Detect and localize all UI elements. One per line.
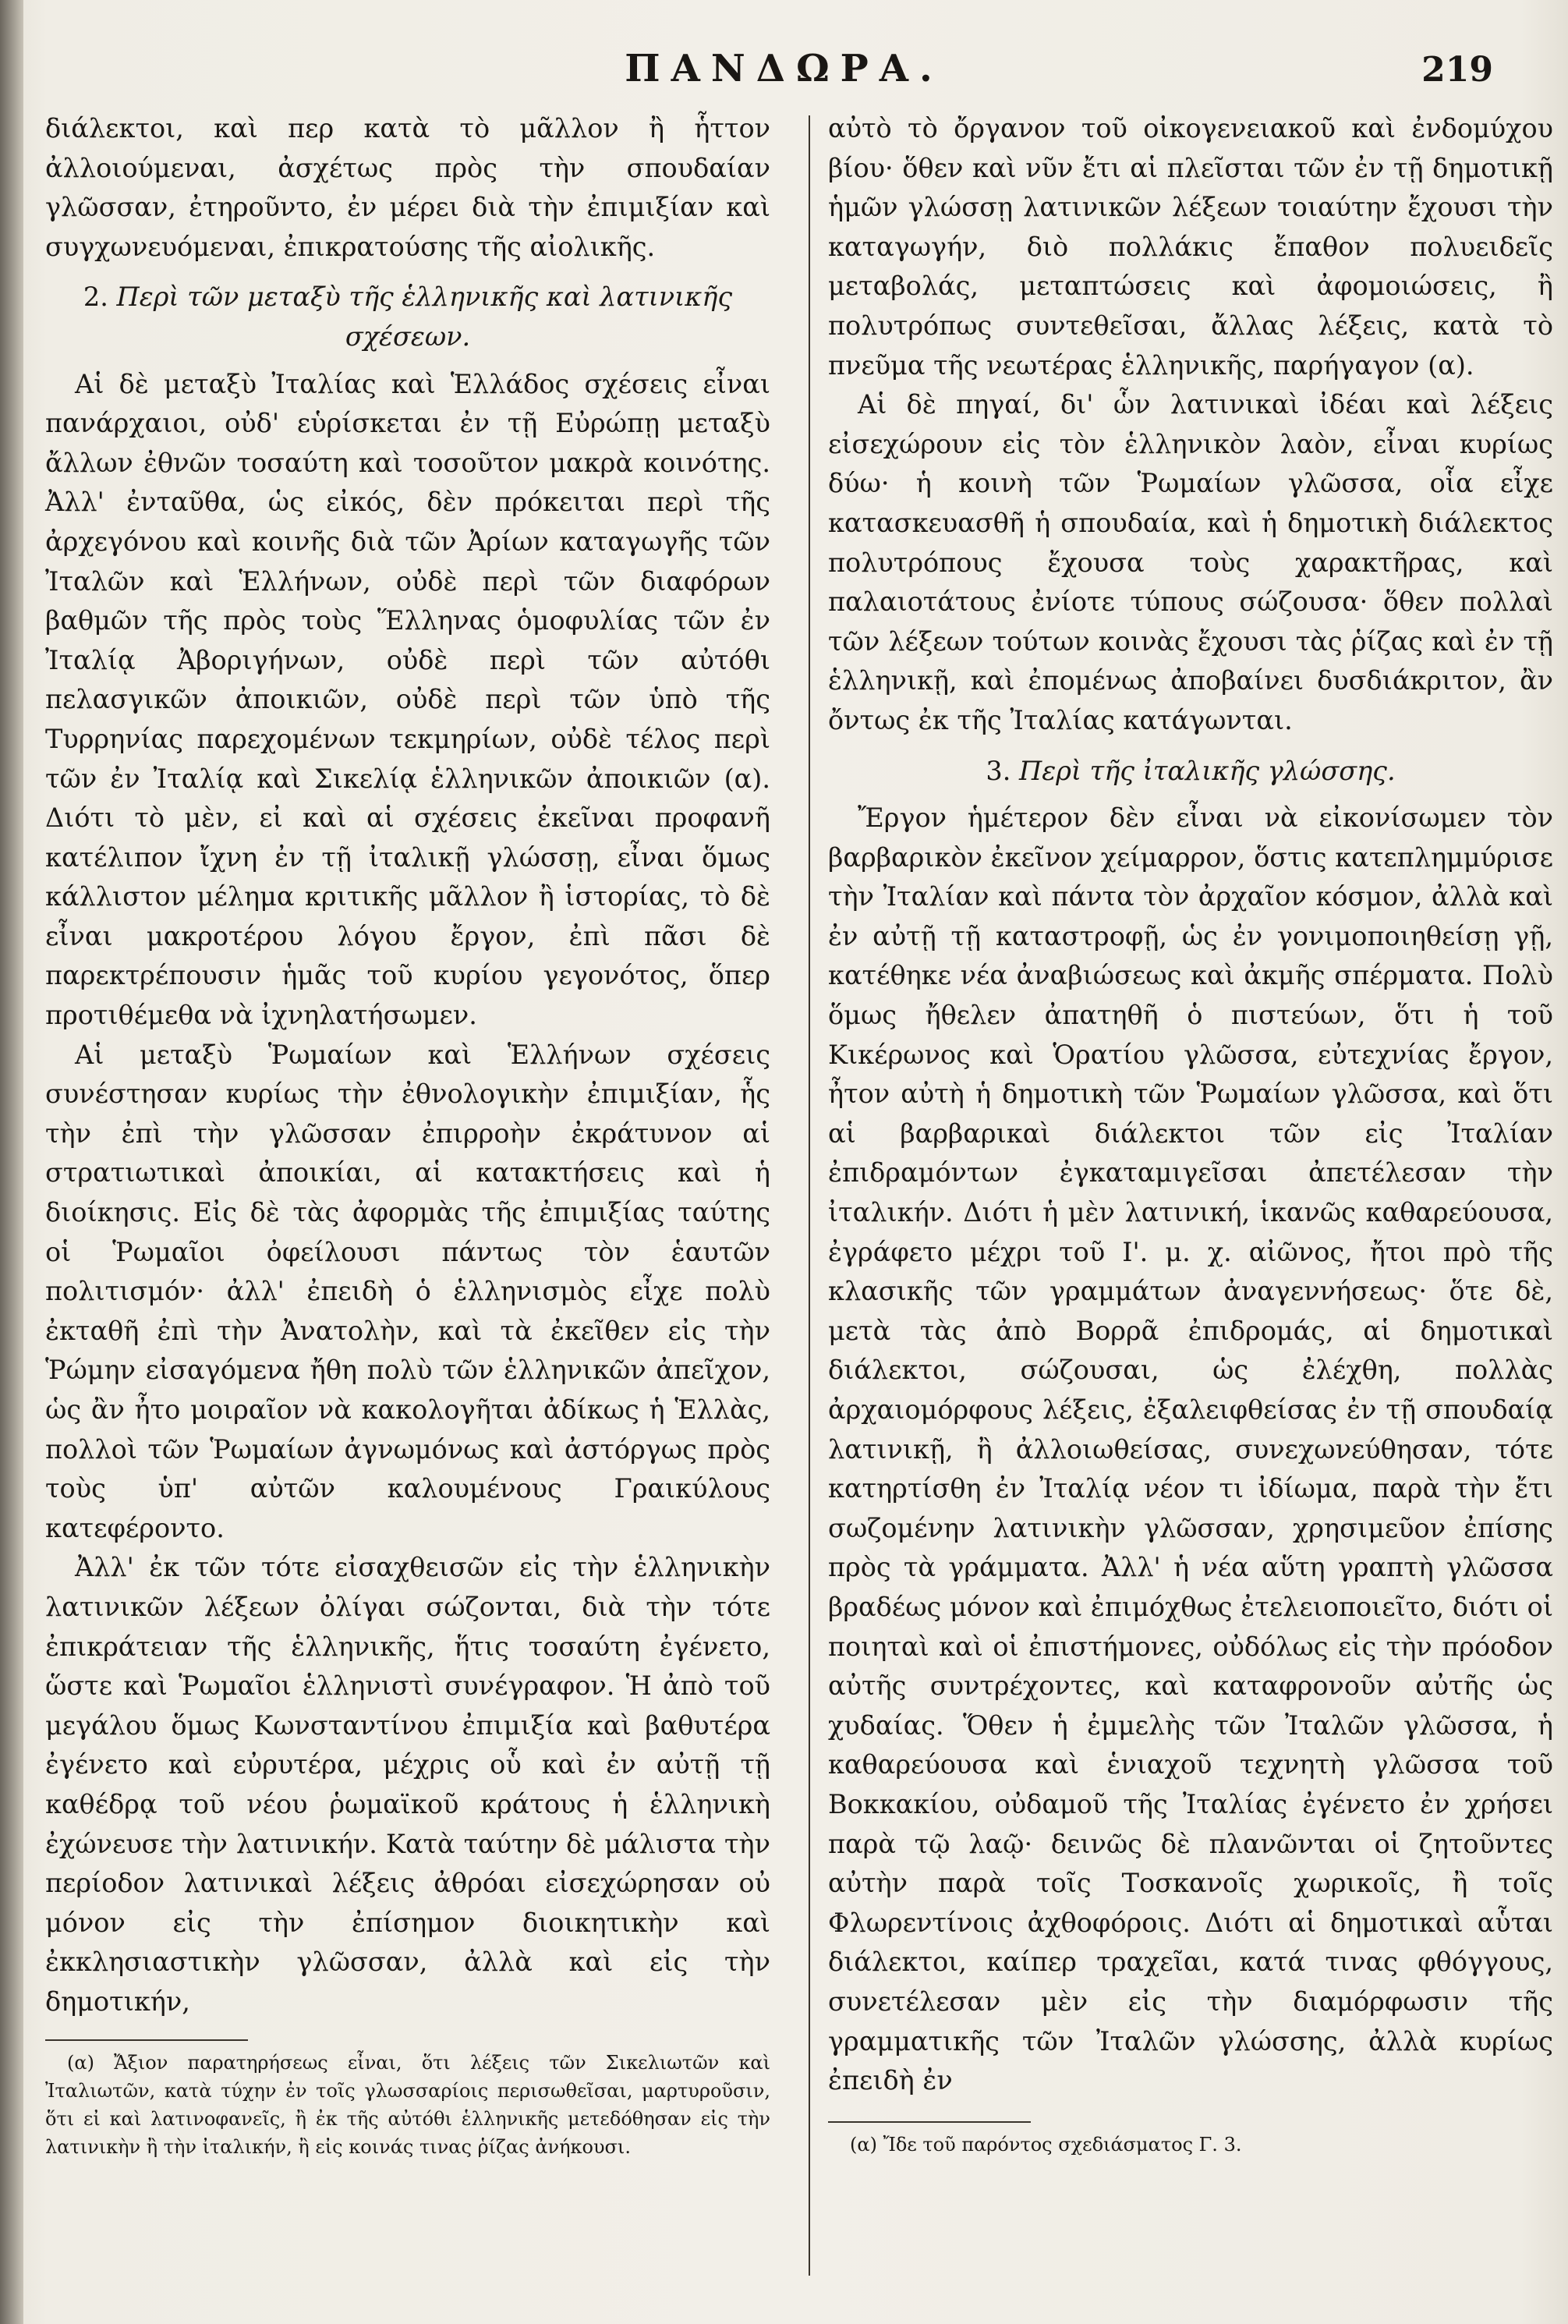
paragraph: Αἱ δὲ πηγαί, δι' ὧν λατινικαὶ ἰδέαι καὶ λέξεις εἰσεχώρουν εἰς τὸν ἑλληνικὸν λαὸν, εἶναι κυρίως δύω· ἡ κοινὴ τῶν Ῥωμαίων γλῶσσα, οἷα εἶχε κατασκευασθῆ ἡ σπουδαία, καὶ ἡ δημοτικὴ διάλεκτος πολυτρόπους ἔχουσα τοὺς χαρακτῆρας, καὶ παλαιοτάτους ἐνίοτε τύπους σώζουσα· ὅθεν πολλαὶ τῶν λέξεων τούτων κοινὰς ἔχουσι τὰς ῥίζας καὶ ἐν τῇ ἑλληνικῇ, καὶ ἐπομένως ἀποβαίνει δυσδιάκριτον, ἂν ὄντως ἐκ τῆς Ἰταλίας κατάγωνται. (828, 389, 1553, 735)
paragraph: διάλεκτοι, καὶ περ κατὰ τὸ μᾶλλον ἢ ἧττον ἀλλοιούμεναι, ἀσχέτως πρὸς τὴν σπουδαίαν γλῶσσαν, ἐτηροῦντο, ἐν μέρει διὰ τὴν ἐπιμιξίαν καὶ συγχωνευόμεναι, ἐπικρατούσης τῆς αἰολικῆς. (45, 113, 770, 262)
column-divider (809, 115, 810, 2276)
footnote-rule (828, 2121, 1031, 2123)
paragraph: αὐτὸ τὸ ὄργανον τοῦ οἰκογενειακοῦ καὶ ἐνδομύχου βίου· ὅθεν καὶ νῦν ἔτι αἱ πλεῖσται τῶν ἐν τῇ δημοτικῇ ἡμῶν γλώσσῃ λατινικῶν λέξεων τοιαύτην ἔχουσι τὴν καταγωγήν, διὸ πολλάκις ἔπαθον πολυειδεῖς μεταβολάς, μεταπτώσεις καὶ ἀφομοιώσεις, ἢ πολυτρόπως συντεθεῖσαι, ἄλλας λέξεις, κατὰ τὸ πνεῦμα τῆς νεωτέρας ἑλληνικῆς, παρήγαγον (α). (828, 113, 1553, 381)
paragraph: Ἔργον ἡμέτερον δὲν εἶναι νὰ εἰκονίσωμεν τὸν βαρβαρικὸν ἐκεῖνον χείμαρρον, ὅστις κατεπλημμύρισε τὴν Ἰταλίαν καὶ πάντα τὸν ἀρχαῖον κόσμον, ἀλλὰ καὶ ἐν αὐτῇ τῇ καταστροφῇ, ὡς ἐν γονιμοποιηθείσῃ γῇ, κατέθηκε νέα ἀναβιώσεως καὶ ἀκμῆς σπέρματα. Πολὺ ὅμως ἤθελεν ἀπατηθῆ ὁ πιστεύων, ὅτι ἡ τοῦ Κικέρωνος καὶ Ὁρατίου γλῶσσα, εὐτεχνίας ἔργον, ἦτον αὐτὴ ἡ δημοτικὴ τῶν Ῥωμαίων γλῶσσα, καὶ ὅτι αἱ βαρβαρικαὶ διάλεκτοι τῶν εἰς Ἰταλίαν ἐπιδραμόντων ἐγκαταμιγεῖσαι ἀπετέλεσαν τὴν ἰταλικήν. Διότι ἡ μὲν λατινική, ἱκανῶς καθαρεύουσα, ἐγράφετο μέχρι τοῦ Ι'. μ. χ. αἰῶνος, ἤτοι πρὸ τῆς κλασικῆς τῶν γραμμάτων ἀναγεννήσεως· ὅτε δὲ, μετὰ τὰς ἀπὸ Βορρᾶ ἐπιδρομάς, αἱ δημοτικαὶ διάλεκτοι, σώζουσαι, ὡς ἐλέχθη, πολλὰς ἀρχαιομόρφους λέξεις, ἐξαλειφθείσας ἐν τῇ σπουδαίᾳ λατινικῇ, ἢ ἀλλοιωθείσας, συνεχωνεύθησαν, τότε κατηρτίσθη ἐν Ἰταλίᾳ νέον τι ἰδίωμα, παρὰ τὴν ἔτι σωζομένην λατινικὴν γλῶσσαν, χρησιμεῦον ἐπίσης πρὸς τὰ γράμματα. Ἀλλ' ἡ νέα αὕτη γραπτὴ γλῶσσα βραδέως μόνον καὶ ἐπιμόχθως ἐτελειοποιεῖτο, διότι οἱ ποιηταὶ καὶ οἱ ἐπιστήμονες, οὐδόλως εἰς τὴν πρόοδον αὐτῆς συντρέχοντες, καὶ καταφρονοῦν αὐτῆς ὡς χυδαίας. Ὅθεν ἡ ἐμμελὴς τῶν Ἰταλῶν γλῶσσα, ἡ καθαρεύουσα καὶ ἑνιαχοῦ τεχνητὴ γλῶσσα τοῦ Βοκκακίου, οὐδαμοῦ τῆς Ἰταλίας ἐγένετο ἐν χρήσει παρὰ τῷ λαῷ· δεινῶς δὲ πλανῶνται οἱ ζητοῦντες αὐτὴν παρὰ τοῖς Τοσκανοῖς χωρικοῖς, ἢ τοῖς Φλωρεντίνοις ἀχθοφόροις. Διότι αἱ δημοτικαὶ αὗται διάλεκτοι, καίπερ τραχεῖαι, κατά τινας φθόγγους, συνετέλεσαν μὲν εἰς τὴν διαμόρφωσιν τῆς γραμματικῆς τῶν Ἰταλῶν γλώσσης, ἀλλὰ κυρίως ἐπειδὴ ἐν (828, 802, 1553, 2096)
section-number: 2. (83, 282, 108, 313)
section-number: 3. (986, 755, 1011, 786)
section-heading (828, 752, 1553, 792)
section-title: Περὶ τῶν μεταξὺ τῆς ἑλληνικῆς καὶ λατινικῆς σχέσεων. (116, 282, 733, 352)
footnote-rule (45, 2039, 248, 2041)
footnote: (α) Ἄξιον παρατηρήσεως εἶναι, ὅτι λέξεις τῶν Σικελιωτῶν καὶ Ἰταλιωτῶν, κατὰ τύχην ἐν τοῖς γλωσσαρίοις περισωθεῖσαι, μαρτυροῦσιν, ὅτι εἰ καὶ λατινοφανεῖς, ἢ ἐκ τῆς αὐτόθι ἑλληνικῆς μετεδόθησαν εἰς τὴν λατινικὴν ἢ τὴν ἰταλικήν, ἢ εἰς κοινάς τινας ῥίζας ἀνήκουσι. (45, 2051, 770, 2158)
footnote: (α) Ἴδε τοῦ παρόντος σχεδιάσματος Γ. 3. (850, 2133, 1242, 2156)
section-title: Περὶ τῆς ἰταλικῆς γλώσσης. (1019, 755, 1396, 786)
left-column (45, 109, 770, 2161)
running-head-title: ΠΑΝΔΩΡΑ. (625, 47, 943, 90)
paragraph: Αἱ δὲ μεταξὺ Ἰταλίας καὶ Ἑλλάδος σχέσεις εἶναι πανάρχαιοι, οὐδ' εὑρίσκεται ἐν τῇ Εὐρώπῃ μεταξὺ ἄλλων ἐθνῶν τοσαύτη καὶ τοσοῦτον μακρὰ κοινότης. Ἀλλ' ἐνταῦθα, ὡς εἰκός, δὲν πρόκειται περὶ τῆς ἀρχεγόνου καὶ κοινῆς διὰ τῶν Ἀρίων καταγωγῆς τῶν Ἰταλῶν καὶ Ἑλλήνων, οὐδὲ περὶ τῶν διαφόρων βαθμῶν τῆς πρὸς τοὺς Ἕλληνας ὁμοφυλίας τῶν ἐν Ἰταλίᾳ Ἀβοριγήνων, οὐδὲ περὶ τῶν αὐτόθι πελασγικῶν ἀποικιῶν, οὐδὲ περὶ τῶν ὑπὸ τῆς Τυρρηνίας παρεχομένων τεκμηρίων, οὐδὲ τέλος περὶ τῶν ἐν Ἰταλίᾳ καὶ Σικελίᾳ ἑλληνικῶν ἀποικιῶν (α). Διότι τὸ μὲν, εἰ καὶ αἱ σχέσεις ἐκεῖναι προφανῆ κατέλιπον ἴχνη ἐν τῇ ἰταλικῇ γλώσσῃ, εἶναι ὅμως κάλλιστον μέλημα κριτικῆς μᾶλλον ἢ ἱστορίας, τὸ δὲ εἶναι μακροτέρου λόγου ἔργον, ἐπὶ πᾶσι δὲ παρεκτρέπουσιν ἡμᾶς τοῦ κυρίου γεγονότος, ὅπερ προτιθέμεθα νὰ ἰχνηλατήσωμεν. (45, 368, 770, 1031)
section-heading (45, 278, 770, 356)
page-number: 219 (1421, 50, 1493, 90)
paragraph: Ἀλλ' ἐκ τῶν τότε εἰσαχθεισῶν εἰς τὴν ἑλληνικὴν λατινικῶν λέξεων ὀλίγαι σώζονται, διὰ τὴν τότε ἐπικράτειαν τῆς ἑλληνικῆς, ἥτις τοσαύτη ἐγένετο, ὥστε καὶ Ῥωμαῖοι ἑλληνιστὶ συνέγραφον. Ἡ ἀπὸ τοῦ μεγάλου ὅμως Κωνσταντίνου ἐπιμιξία καὶ βαθυτέρα ἐγένετο καὶ εὐρυτέρα, μέχρις οὗ καὶ ἐν αὐτῇ τῇ καθέδρᾳ τοῦ νέου ῥωμαϊκοῦ κράτους ἡ ἑλληνικὴ ἐχώνευσε τὴν λατινικήν. Κατὰ ταύτην δὲ μάλιστα τὴν περίοδον λατινικαὶ λέξεις ἀθρόαι εἰσεχώρησαν οὐ μόνον εἰς τὴν ἐπίσημον διοικητικὴν καὶ ἐκκλησιαστικὴν γλῶσσαν, ἀλλὰ καὶ εἰς τὴν δημοτικήν, (45, 1552, 770, 2017)
book-spine-shadow (0, 0, 23, 2324)
right-column (828, 109, 1553, 2159)
paragraph: Αἱ μεταξὺ Ῥωμαίων καὶ Ἑλλήνων σχέσεις συνέστησαν κυρίως τὴν ἐθνολογικὴν ἐπιμιξίαν, ἧς τὴν ἐπὶ τὴν γλῶσσαν ἐπιρροὴν ἐκράτυνον αἱ στρατιωτικαὶ ἀποικίαι, αἱ κατακτήσεις καὶ ἡ διοίκησις. Εἰς δὲ τὰς ἀφορμὰς τῆς ἐπιμιξίας ταύτης οἱ Ῥωμαῖοι ὀφείλουσι πάντως τὸν ἑαυτῶν πολιτισμόν· ἀλλ' ἐπειδὴ ὁ ἑλληνισμὸς εἶχε πολὺ ἐκταθῆ ἐπὶ τὴν Ἀνατολὴν, καὶ τὰ ἐκεῖθεν εἰς τὴν Ῥώμην εἰσαγόμενα ἤθη πολὺ τῶν ἑλληνικῶν ἀπεῖχον, ὡς ἂν ἦτο μοιραῖον νὰ κακολογῆται ἀδίκως ἡ Ἑλλὰς, πολλοὶ τῶν Ῥωμαίων ἀγνωμόνως καὶ ἀστόργως πρὸς τοὺς ὑπ' αὐτῶν καλουμένους Γραικύλους κατεφέροντο. (45, 1039, 770, 1543)
